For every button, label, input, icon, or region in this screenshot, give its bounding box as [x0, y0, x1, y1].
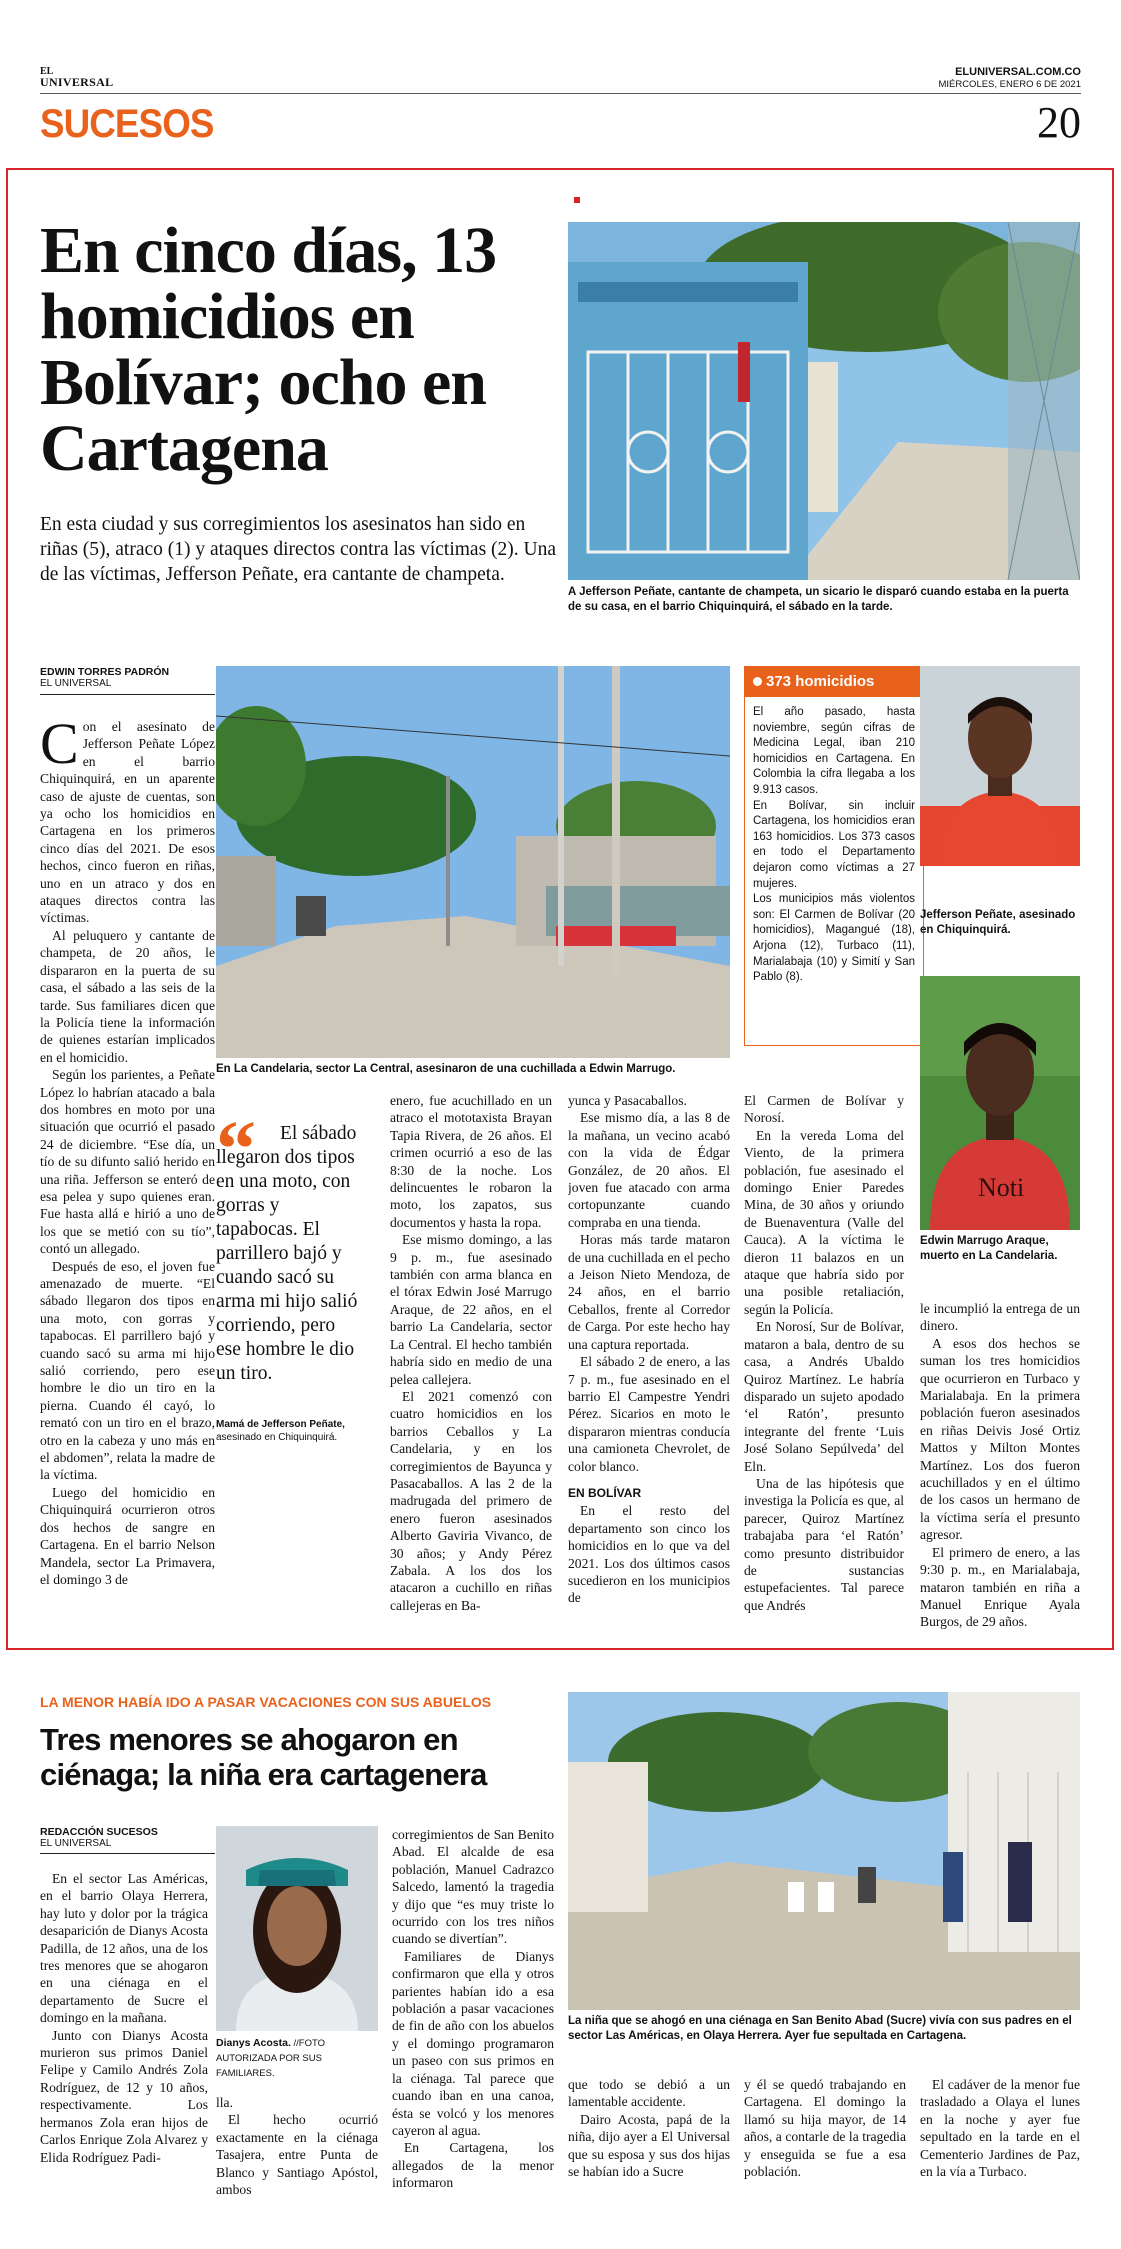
second-col1-p1: En el sector Las Américas, en el barrio Olaya Herrera, hay luto y dolor por la trágica desaparición de Dianys Acosta Padilla, de 12 años, una de los tres menores que se ahogaron en una ciénaga en el departamento de Sucre el domingo en la mañana.: [40, 1871, 208, 2026]
top-photo-caption: A Jefferson Peñate, cantante de champeta, un sicario le disparó cuando estaba en la puerta de su casa, en el barrio Chiquinquirá, el sábado en la tarde.: [568, 586, 1069, 613]
second-byline: [40, 1826, 215, 1850]
second-col2-p1: lla.: [216, 2095, 233, 2110]
main-col-4: [568, 1092, 730, 1632]
second-col-1: [40, 1870, 208, 2202]
second-kicker: LA MENOR HABÍA IDO A PASAR VACACIONES CON SUS ABUELOS: [40, 1694, 492, 1710]
main-col1-p4: Después de eso, el joven fue amenazado de muerte. “El sábado llegaron dos tipos en una moto, con gorras y tapabocas. El parrillero bajó y cuando sacó su arma mi hijo salió corriendo, pero ese hombre le dio un tiro en la pierna. Cuando él cayó, lo remató con un tiro en el brazo, otro en la cabeza y uno más en el abdomen”, relata la madre de la víctima.: [40, 1258, 215, 1483]
second-byline-rule: [40, 1853, 215, 1854]
second-col2-p2: El hecho ocurrió exactamente en la ciénaga Tasajera, entre Punta de Blanco y Santiago Apóstol, ambos: [216, 2112, 378, 2198]
sidebar-body: [745, 697, 923, 994]
bullet-dot-icon: [753, 677, 762, 686]
main-col5-p2: En la vereda Loma del Viento, de la primera población, fue asesinado el domingo Enier Paredes Mina, de 30 años y oriundo de Buenaventura (Valle del Cauca). A la víctima le dieron 11 balazos en un ataque que habría sido por una posible retaliación, según la Policía.: [744, 1127, 904, 1317]
second-col1-p2: Junto con Dianys Acosta murieron sus primos Daniel Felipe y Camilo Andrés Zola Rodríguez, de 12 y 10 años, respectivamente. Los hermanos Zola eran hijos de Carlos Enrique Zola Alvarez y Elida Rodríguez Padi-: [40, 2027, 208, 2165]
main-col5-p3: En Norosí, Sur de Bolívar, mataron a bala, dentro de su casa, a Andrés Ubaldo Quiroz Martínez. Le habría disparado un sujeto apodado ‘el Ratón’, presunto integrante del frente ‘Luis José Solano Sepúlveda’ del Eln.: [744, 1319, 904, 1474]
sidebar-p3: Los municipios más violentos son: El Carmen de Bolívar (20 homicidios), Magangué (18), Arjona (12), Turbaco (11), Marialabaja (10) y Simití y San Pablo (8).: [753, 893, 915, 984]
second-col5-p1: y él se quedó trabajando en Cartagena. El domingo la llamó su hija mayor, de 14 años, a contarle de la tragedia y enseguida se fue a esa población.: [744, 2077, 906, 2180]
portrait-dianys-acosta: [216, 1826, 378, 2031]
second-byline-author: REDACCIÓN SUCESOS: [40, 1826, 158, 1838]
section-title: SUCESOS: [40, 102, 214, 146]
main-col-5: [744, 1092, 904, 1632]
second-col3-p3: En Cartagena, los allegados de la menor informaron: [392, 2140, 554, 2191]
main-col4-p3: Horas más tarde mataron de una cuchillada en el pecho a Jeison Nieto Mendoza, de 24 años, en el barrio Ceballos, frente al Corredor de Carga. Por este hecho hay una captura reportada.: [568, 1232, 730, 1352]
byline-rule: [40, 694, 215, 695]
sidebar-title: 373 homicidios: [766, 673, 875, 690]
second-col4-p2: Dairo Acosta, papá de la niña, dijo ayer a El Universal que su esposa y sus dos hijas se habían ido a Sucre: [568, 2111, 730, 2180]
second-col-2: [216, 2094, 378, 2204]
main-col1-p3: Según los parientes, a Peñate López lo habrían atacado a bala dos hombres en moto por una situación que ocurrió el pasado 24 de diciembre. “Ese día, un tío de su difunto salió herido en una riña. Jefferson se enteró de esa pelea y supo quienes eran. Fue hasta allá e hirió a uno de los que se metió con su tío”, contó un allegado.: [40, 1067, 215, 1257]
portrait-jefferson-penate: [920, 666, 1080, 866]
shirt-print-text: Noti: [978, 1173, 1025, 1202]
top-photo-street-house: [568, 222, 1080, 580]
main-col-3: [390, 1092, 552, 1632]
portrait2-caption: Edwin Marrugo Araque, muerto en La Candelaria.: [920, 1235, 1058, 1262]
second-photo-caption: La niña que se ahogó en una ciénaga en San Benito Abad (Sucre) vivía con sus padres en el sector Las Américas, en Olaya Herrera. Ayer fue sepultada en Cartagena.: [568, 2015, 1072, 2042]
main-byline: [40, 666, 215, 690]
main-col6-p1: le incumplió la entrega de un dinero.: [920, 1301, 1080, 1334]
girl-photo-caption: [216, 2036, 378, 2081]
main-col3-p1: enero, fue acuchillado en un atraco el mototaxista Brayan Tapia Rivera, de 26 años. El crimen ocurrió a eso de las 8:30 de la noche. Los delincuentes le robaron la moto, los zapatos, sus documentos y hasta la ropa.: [390, 1093, 552, 1230]
main-col5-p4: Una de las hipótesis que investiga la Policía es que, al parecer, Quiroz Martínez trabajaba para ‘el Ratón’ como presunto distribuidor de sustancias estupefacientes. Tal parece que Andrés: [744, 1475, 904, 1613]
logo-line-2: UNIVERSAL: [40, 75, 114, 89]
main-col1-p5: Luego del homicidio en Chiquinquirá ocurrieron otros dos hechos de sangre en Cartagena. En el barrio Nelson Mandela, sector La Primavera, el domingo 3 de: [40, 1484, 215, 1587]
site-url: ELUNIVERSAL.COM.CO: [955, 66, 1081, 78]
page-number: 20: [1037, 98, 1081, 147]
red-marker: [574, 197, 580, 203]
main-col4-p5: En el resto del departamento son cinco los homicidios en lo que va del 2021. Los dos últimos casos sucedieron en los municipios de: [568, 1503, 730, 1606]
second-col-6: [920, 2076, 1080, 2204]
masthead-logo: [40, 66, 113, 88]
header-rule: [40, 93, 1081, 94]
pull-quote-attribution: [216, 1418, 376, 1444]
pull-quote-mark: “: [216, 1106, 256, 1194]
portrait-edwin-marrugo: [920, 976, 1080, 1230]
main-col1-p1: on el asesinato de Jefferson Peñate López en el barrio Chiquinquirá, en un aparente caso de ajuste de cuentas, son ya ocho los homicidios en Cartagena en los primeros cinco días del 2021. De esos hechos, cinco fueron en riñas, uno en un atraco y dos en ataques directos contra las víctimas.: [40, 719, 215, 926]
dropcap: C: [40, 718, 79, 776]
main-col5-p1: El Carmen de Bolívar y Norosí.: [744, 1093, 904, 1126]
quote-attr-where: asesinado en Chiquinquirá.: [216, 1432, 338, 1443]
main-col-6: [920, 1300, 1080, 1630]
girl-caption-name: Dianys Acosta.: [216, 2037, 291, 2049]
portrait1-caption: Jefferson Peñate, asesinado en Chiquinquirá.: [920, 909, 1076, 936]
main-col4-p2: Ese mismo día, a las 8 de la mañana, un vecino acabó con la vida de Édgar González, de 20 años. El joven fue atacado con arma cortopunzante cuando compraba en una tienda.: [568, 1110, 730, 1230]
second-col6-p1: El cadáver de la menor fue trasladado a Olaya el lunes en la noche y ayer fue sepultado en la tarde en el Cementerio Jardines de Paz, en la vía a Turbaco.: [920, 2077, 1080, 2180]
main-col6-p3: El primero de enero, a las 9:30 p. m., en Marialabaja, mataron también en riña a Manuel Enrique Ayala Burgos, de 29 años.: [920, 1544, 1080, 1630]
main-col-1: [40, 718, 215, 1630]
second-col-4: [568, 2076, 730, 2204]
main-headline: En cinco días, 13 homicidios en Bolívar; ocho en Cartagena: [40, 214, 497, 485]
main-col1-p2: Al peluquero y cantante de champeta, de 20 años, le dispararon en la puerta de su casa, el sábado a las seis de la tarde. Sus familiares dicen que la Policía tiene la información de quienes estarían implicados en el homicidio.: [40, 927, 215, 1065]
main-lead: En esta ciudad y sus corregimientos los asesinatos han sido en riñas (5), atraco (1) y ataques directos contra las víctimas (2). Una de las víctimas, Jefferson Peñate, era cantante de champeta.: [40, 514, 557, 585]
main-col4-p1: yunca y Pasacaballos.: [568, 1093, 687, 1108]
street-photo-caption: En La Candelaria, sector La Central, asesinaron de una cuchillada a Edwin Marrugo.: [216, 1063, 676, 1075]
sidebar-header: [745, 667, 923, 697]
second-col3-p1: corregimientos de San Benito Abad. El alcalde de esa población, Manuel Cadrazco Salcedo, lamentó la tragedia y dijo que “es muy triste lo ocurrido con los tres niños cuando se divertían”.: [392, 1827, 554, 1947]
second-col-5: [744, 2076, 906, 2204]
second-col4-p1: que todo se debió a un lamentable accidente.: [568, 2077, 730, 2110]
sidebar-p1: El año pasado, hasta noviembre, según cifras de Medicina Legal, iban 210 homicidios en Cartagena. En Colombia la cifra llegaba a los 9.913 casos.: [753, 706, 915, 796]
main-col3-p3: El 2021 comenzó con cuatro homicidios en los barrios Ceballos y La Candelaria, y en los corregimientos de Bayunca y Pasacaballos. A las 2 de la madrugada del primero de enero fueron asesinados Alberto Gaviria Vivanco, de 30 años; y Andy Pérez Zabala. A los dos los atacaron a cuchillo en riñas callejeras en Ba-: [390, 1388, 552, 1613]
byline-author: EDWIN TORRES PADRÓN: [40, 666, 170, 678]
second-byline-outlet: EL UNIVERSAL: [40, 1838, 112, 1849]
street-photo-la-candelaria: [216, 666, 730, 1058]
logo-line-1: EL: [40, 66, 54, 77]
sidebar-p2: En Bolívar, sin incluir Cartagena, los homicidios eran 163 homicidios. Los 373 casos en todo el Departamento dejaron como víctimas a 27 mujeres.: [753, 799, 915, 890]
homicides-sidebar: [744, 666, 924, 1046]
main-col4-p4: El sábado 2 de enero, a las 7 p. m., fue asesinado en el barrio El Campestre Yendri Pérez. Sicarios en moto le dispararon mientras conducía una camioneta Chevrolet, de color blanco.: [568, 1354, 730, 1474]
second-headline: Tres menores se ahogaron en ciénaga; la niña era cartagenera: [40, 1722, 487, 1792]
main-col6-p2: A esos dos hechos se suman los tres homicidios que ocurrieron en Turbaco y Marialabaja. En la primera población fueron asesinados en riñas Deivis José Ortiz Mattos y Milton Montes Martínez. Los dos fueron acuchillados y en el último de los casos un hermano de la víctima sería el presunto agresor.: [920, 1335, 1080, 1543]
byline-outlet: EL UNIVERSAL: [40, 678, 112, 689]
issue-date: MIÉRCOLES, ENERO 6 DE 2021: [938, 79, 1081, 90]
quote-attr-name: Mamá de Jefferson Peñate,: [216, 1419, 345, 1430]
girl-caption-credit: //FOTO AUTORIZADA POR SUS FAMILIARES.: [216, 2038, 326, 2079]
second-story-photo-wake: [568, 1692, 1080, 2010]
main-col3-p2: Ese mismo domingo, a las 9 p. m., fue asesinado también con arma blanca en el tórax Edwin José Marrugo Araque, de 22 años, en el barrio La Candelaria, sector La Central. El hecho también habría sido en medio de una pelea callejera.: [390, 1232, 552, 1387]
pull-quote: El sábado llegaron dos tipos en una moto, con gorras y tapabocas. El parrillero bajó y cuando sacó su arma mi hijo salió corriendo, pero ese hombre le dio un tiro.: [216, 1123, 358, 1384]
second-col-3: [392, 1826, 554, 2204]
main-col4-subhead: EN BOLÍVAR: [568, 1485, 642, 1500]
second-col3-p2: Familiares de Dianys confirmaron que ella y otros parientes habían ido a esa población a pasar vacaciones de fin de año con los abuelos y el domingo programaron un paseo con sus primos en la ciénaga. Tal parece que cuando iban en una canoa, ésta se volcó y los menores cayeron al agua.: [392, 1948, 554, 2138]
